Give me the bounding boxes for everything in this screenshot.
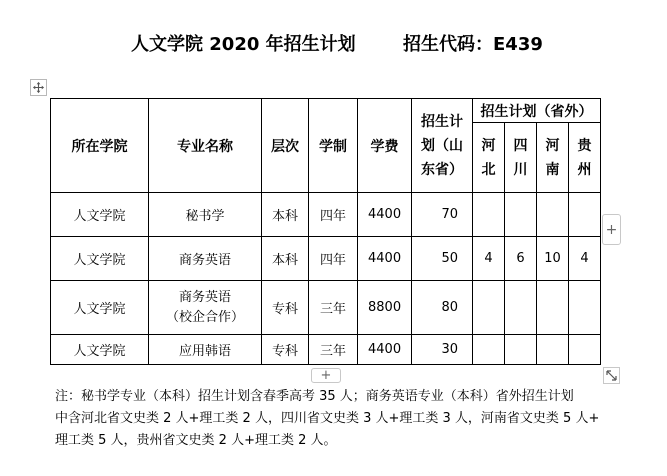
cell-sichuan: 6 bbox=[505, 237, 537, 281]
cell-hebei: 4 bbox=[473, 237, 505, 281]
cell-hebei bbox=[473, 281, 505, 335]
table-move-handle[interactable] bbox=[30, 79, 47, 96]
cell-plan: 30 bbox=[412, 335, 473, 365]
footnote-line: 中含河北省文史类 2 人+理工类 2 人，四川省文史类 3 人+理工类 3 人，河南省文史类 5 人+ bbox=[55, 411, 600, 426]
cell-tuition: 4400 bbox=[358, 335, 412, 365]
cell-sichuan bbox=[505, 281, 537, 335]
cell-hebei bbox=[473, 335, 505, 365]
cell-college: 人文学院 bbox=[51, 335, 149, 365]
cell-tuition: 4400 bbox=[358, 193, 412, 237]
cell-plan: 50 bbox=[412, 237, 473, 281]
cell-tuition: 8800 bbox=[358, 281, 412, 335]
cell-guizhou bbox=[569, 193, 601, 237]
resize-diagonal-icon bbox=[606, 370, 617, 381]
cell-plan: 80 bbox=[412, 281, 473, 335]
footnote-line: 理工类 5 人，贵州省文史类 2 人+理工类 2 人。 bbox=[55, 433, 337, 448]
cell-major: 商务英语 （校企合作） bbox=[149, 281, 262, 335]
enrollment-code: 招生代码：E439 bbox=[403, 34, 543, 55]
cell-level: 专科 bbox=[262, 335, 309, 365]
enrollment-plan-table bbox=[50, 98, 601, 365]
cell-guizhou bbox=[569, 335, 601, 365]
cell-hebei bbox=[473, 193, 505, 237]
cell-college: 人文学院 bbox=[51, 193, 149, 237]
header-duration: 学制 bbox=[309, 99, 358, 193]
table-row bbox=[51, 335, 601, 365]
header-plan-shandong: 招生计 划（山 东省） bbox=[412, 99, 473, 193]
cell-henan bbox=[537, 193, 569, 237]
move-arrows-icon bbox=[32, 81, 45, 94]
cell-guizhou: 4 bbox=[569, 237, 601, 281]
cell-duration: 四年 bbox=[309, 193, 358, 237]
cell-sichuan bbox=[505, 335, 537, 365]
header-province-hebei: 河 北 bbox=[473, 123, 505, 193]
footnote-line: 注：秘书学专业（本科）招生计划含春季高考 35 人；商务英语专业（本科）省外招生计划 bbox=[55, 389, 574, 404]
table-row bbox=[51, 193, 601, 237]
cell-level: 专科 bbox=[262, 281, 309, 335]
header-plan-outside: 招生计划（省外） bbox=[473, 99, 601, 123]
cell-plan: 70 bbox=[412, 193, 473, 237]
cell-major: 商务英语 bbox=[149, 237, 262, 281]
document-title bbox=[0, 30, 667, 60]
header-province-guizhou: 贵 州 bbox=[569, 123, 601, 193]
header-province-sichuan: 四 川 bbox=[505, 123, 537, 193]
cell-henan bbox=[537, 281, 569, 335]
add-column-button[interactable]: + bbox=[602, 214, 621, 245]
cell-level: 本科 bbox=[262, 237, 309, 281]
cell-guizhou bbox=[569, 281, 601, 335]
header-tuition: 学费 bbox=[358, 99, 412, 193]
cell-college: 人文学院 bbox=[51, 237, 149, 281]
add-row-button[interactable]: + bbox=[311, 368, 341, 383]
header-province-henan: 河 南 bbox=[537, 123, 569, 193]
cell-henan bbox=[537, 335, 569, 365]
table-row bbox=[51, 237, 601, 281]
cell-duration: 三年 bbox=[309, 335, 358, 365]
header-level: 层次 bbox=[262, 99, 309, 193]
plan-title: 人文学院 2020 年招生计划 bbox=[131, 34, 356, 55]
header-major: 专业名称 bbox=[149, 99, 262, 193]
cell-henan: 10 bbox=[537, 237, 569, 281]
cell-duration: 三年 bbox=[309, 281, 358, 335]
cell-major: 秘书学 bbox=[149, 193, 262, 237]
cell-college: 人文学院 bbox=[51, 281, 149, 335]
cell-tuition: 4400 bbox=[358, 237, 412, 281]
header-college: 所在学院 bbox=[51, 99, 149, 193]
footnote bbox=[55, 386, 620, 452]
cell-sichuan bbox=[505, 193, 537, 237]
table-resize-handle[interactable] bbox=[603, 367, 620, 384]
cell-major: 应用韩语 bbox=[149, 335, 262, 365]
cell-level: 本科 bbox=[262, 193, 309, 237]
table-row bbox=[51, 281, 601, 335]
cell-duration: 四年 bbox=[309, 237, 358, 281]
